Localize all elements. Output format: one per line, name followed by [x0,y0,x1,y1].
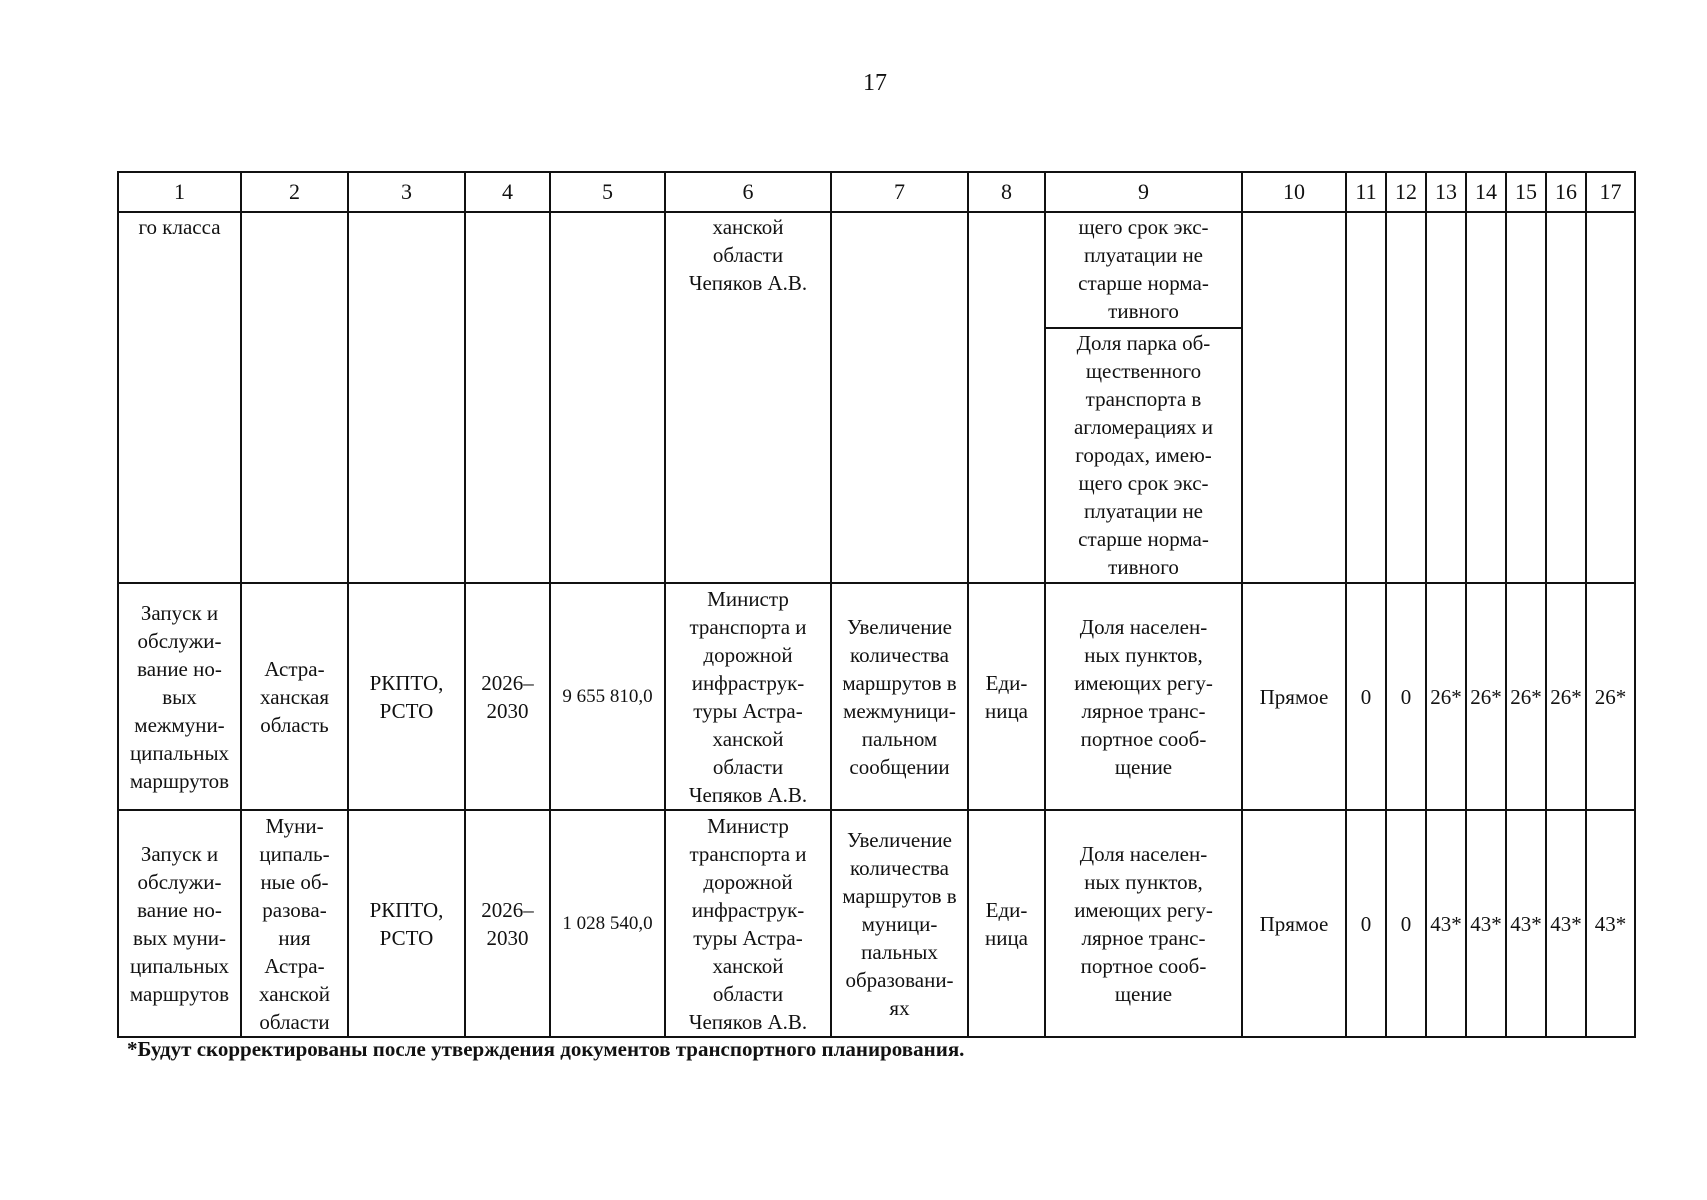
header-cell: 17 [1586,172,1635,212]
header-cell: 1 [118,172,241,212]
table-cell: Доля населен- ных пунктов, имеющих регу- лярное транс- портное сооб- щение [1045,583,1242,810]
table-cell: го класса [118,212,241,583]
table-cell [968,212,1045,583]
header-cell: 15 [1506,172,1546,212]
table-cell: 43* [1506,810,1546,1037]
table-cell: Увеличение количества маршрутов в муници- пальных образовани- ях [831,810,968,1037]
table-cell: Увеличение количества маршрутов в межмуници- пальном сообщении [831,583,968,810]
table-cell [465,212,550,583]
table-cell: Еди- ница [968,810,1045,1037]
table-cell: Доля парка об- щественного транспорта в агломерациях и городах, имею- щего срок экс- плуатации не старше норма- тивного [1045,328,1242,583]
header-cell: 12 [1386,172,1426,212]
table-cell: Министр транспорта и дорожной инфраструк- туры Астра- ханской области Чепяков А.В. [665,810,831,1037]
table-cell: Запуск и обслужи- вание но- вых межмуни- ципальных маршрутов [118,583,241,810]
table-cell [348,212,465,583]
indicators-table [117,171,1636,1038]
table-cell [1506,212,1546,583]
table-row [118,583,1635,810]
table-cell [1386,212,1426,583]
continuation-row [118,212,1635,328]
table-cell: 26* [1426,583,1466,810]
header-cell: 11 [1346,172,1386,212]
header-cell: 3 [348,172,465,212]
header-cell: 14 [1466,172,1506,212]
table-cell [550,212,665,583]
table-cell [1546,212,1586,583]
table-cell [1346,212,1386,583]
table-cell: 2026– 2030 [465,583,550,810]
header-cell: 5 [550,172,665,212]
table-cell: РКПТО, РСТО [348,810,465,1037]
table-cell: 26* [1506,583,1546,810]
table-cell: 43* [1586,810,1635,1037]
table-cell [1426,212,1466,583]
table-cell [831,212,968,583]
table-cell: Муни- ципаль- ные об- разова- ния Астра- ханской области [241,810,348,1037]
header-row [118,172,1635,212]
header-cell: 7 [831,172,968,212]
table-cell: Астра- ханская область [241,583,348,810]
header-cell: 13 [1426,172,1466,212]
footnote: *Будут скорректированы после утверждения документов транспортного планирования. [127,1037,965,1061]
table-cell: ханской области Чепяков А.В. [665,212,831,583]
header-cell: 8 [968,172,1045,212]
table-cell: 0 [1346,583,1386,810]
table-cell: Прямое [1242,810,1346,1037]
table-cell: 0 [1346,810,1386,1037]
table-cell: 0 [1386,810,1426,1037]
table-cell: Министр транспорта и дорожной инфраструк- туры Астра- ханской области Чепяков А.В. [665,583,831,810]
table-cell: 1 028 540,0 [550,810,665,1037]
table-cell: 43* [1466,810,1506,1037]
page-number: 17 [863,70,887,96]
header-cell: 2 [241,172,348,212]
table-cell [1466,212,1506,583]
table-cell: 26* [1466,583,1506,810]
header-cell: 16 [1546,172,1586,212]
table-cell: Еди- ница [968,583,1045,810]
table-row [118,810,1635,1037]
table-cell: РКПТО, РСТО [348,583,465,810]
table-cell: 26* [1546,583,1586,810]
table-cell: 0 [1386,583,1426,810]
header-cell: 4 [465,172,550,212]
table-cell [1586,212,1635,583]
table-cell: 9 655 810,0 [550,583,665,810]
table-cell [1242,212,1346,583]
header-cell: 6 [665,172,831,212]
table-cell: 43* [1546,810,1586,1037]
table-cell: Доля населен- ных пунктов, имеющих регу- лярное транс- портное сооб- щение [1045,810,1242,1037]
table-cell: 26* [1586,583,1635,810]
header-cell: 9 [1045,172,1242,212]
table-cell [241,212,348,583]
header-cell: 10 [1242,172,1346,212]
table-cell: 2026– 2030 [465,810,550,1037]
table-cell: 43* [1426,810,1466,1037]
table-cell: Прямое [1242,583,1346,810]
table-cell: щего срок экс- плуатации не старше норма- тивного [1045,212,1242,328]
table-cell: Запуск и обслужи- вание но- вых муни- ципальных маршрутов [118,810,241,1037]
